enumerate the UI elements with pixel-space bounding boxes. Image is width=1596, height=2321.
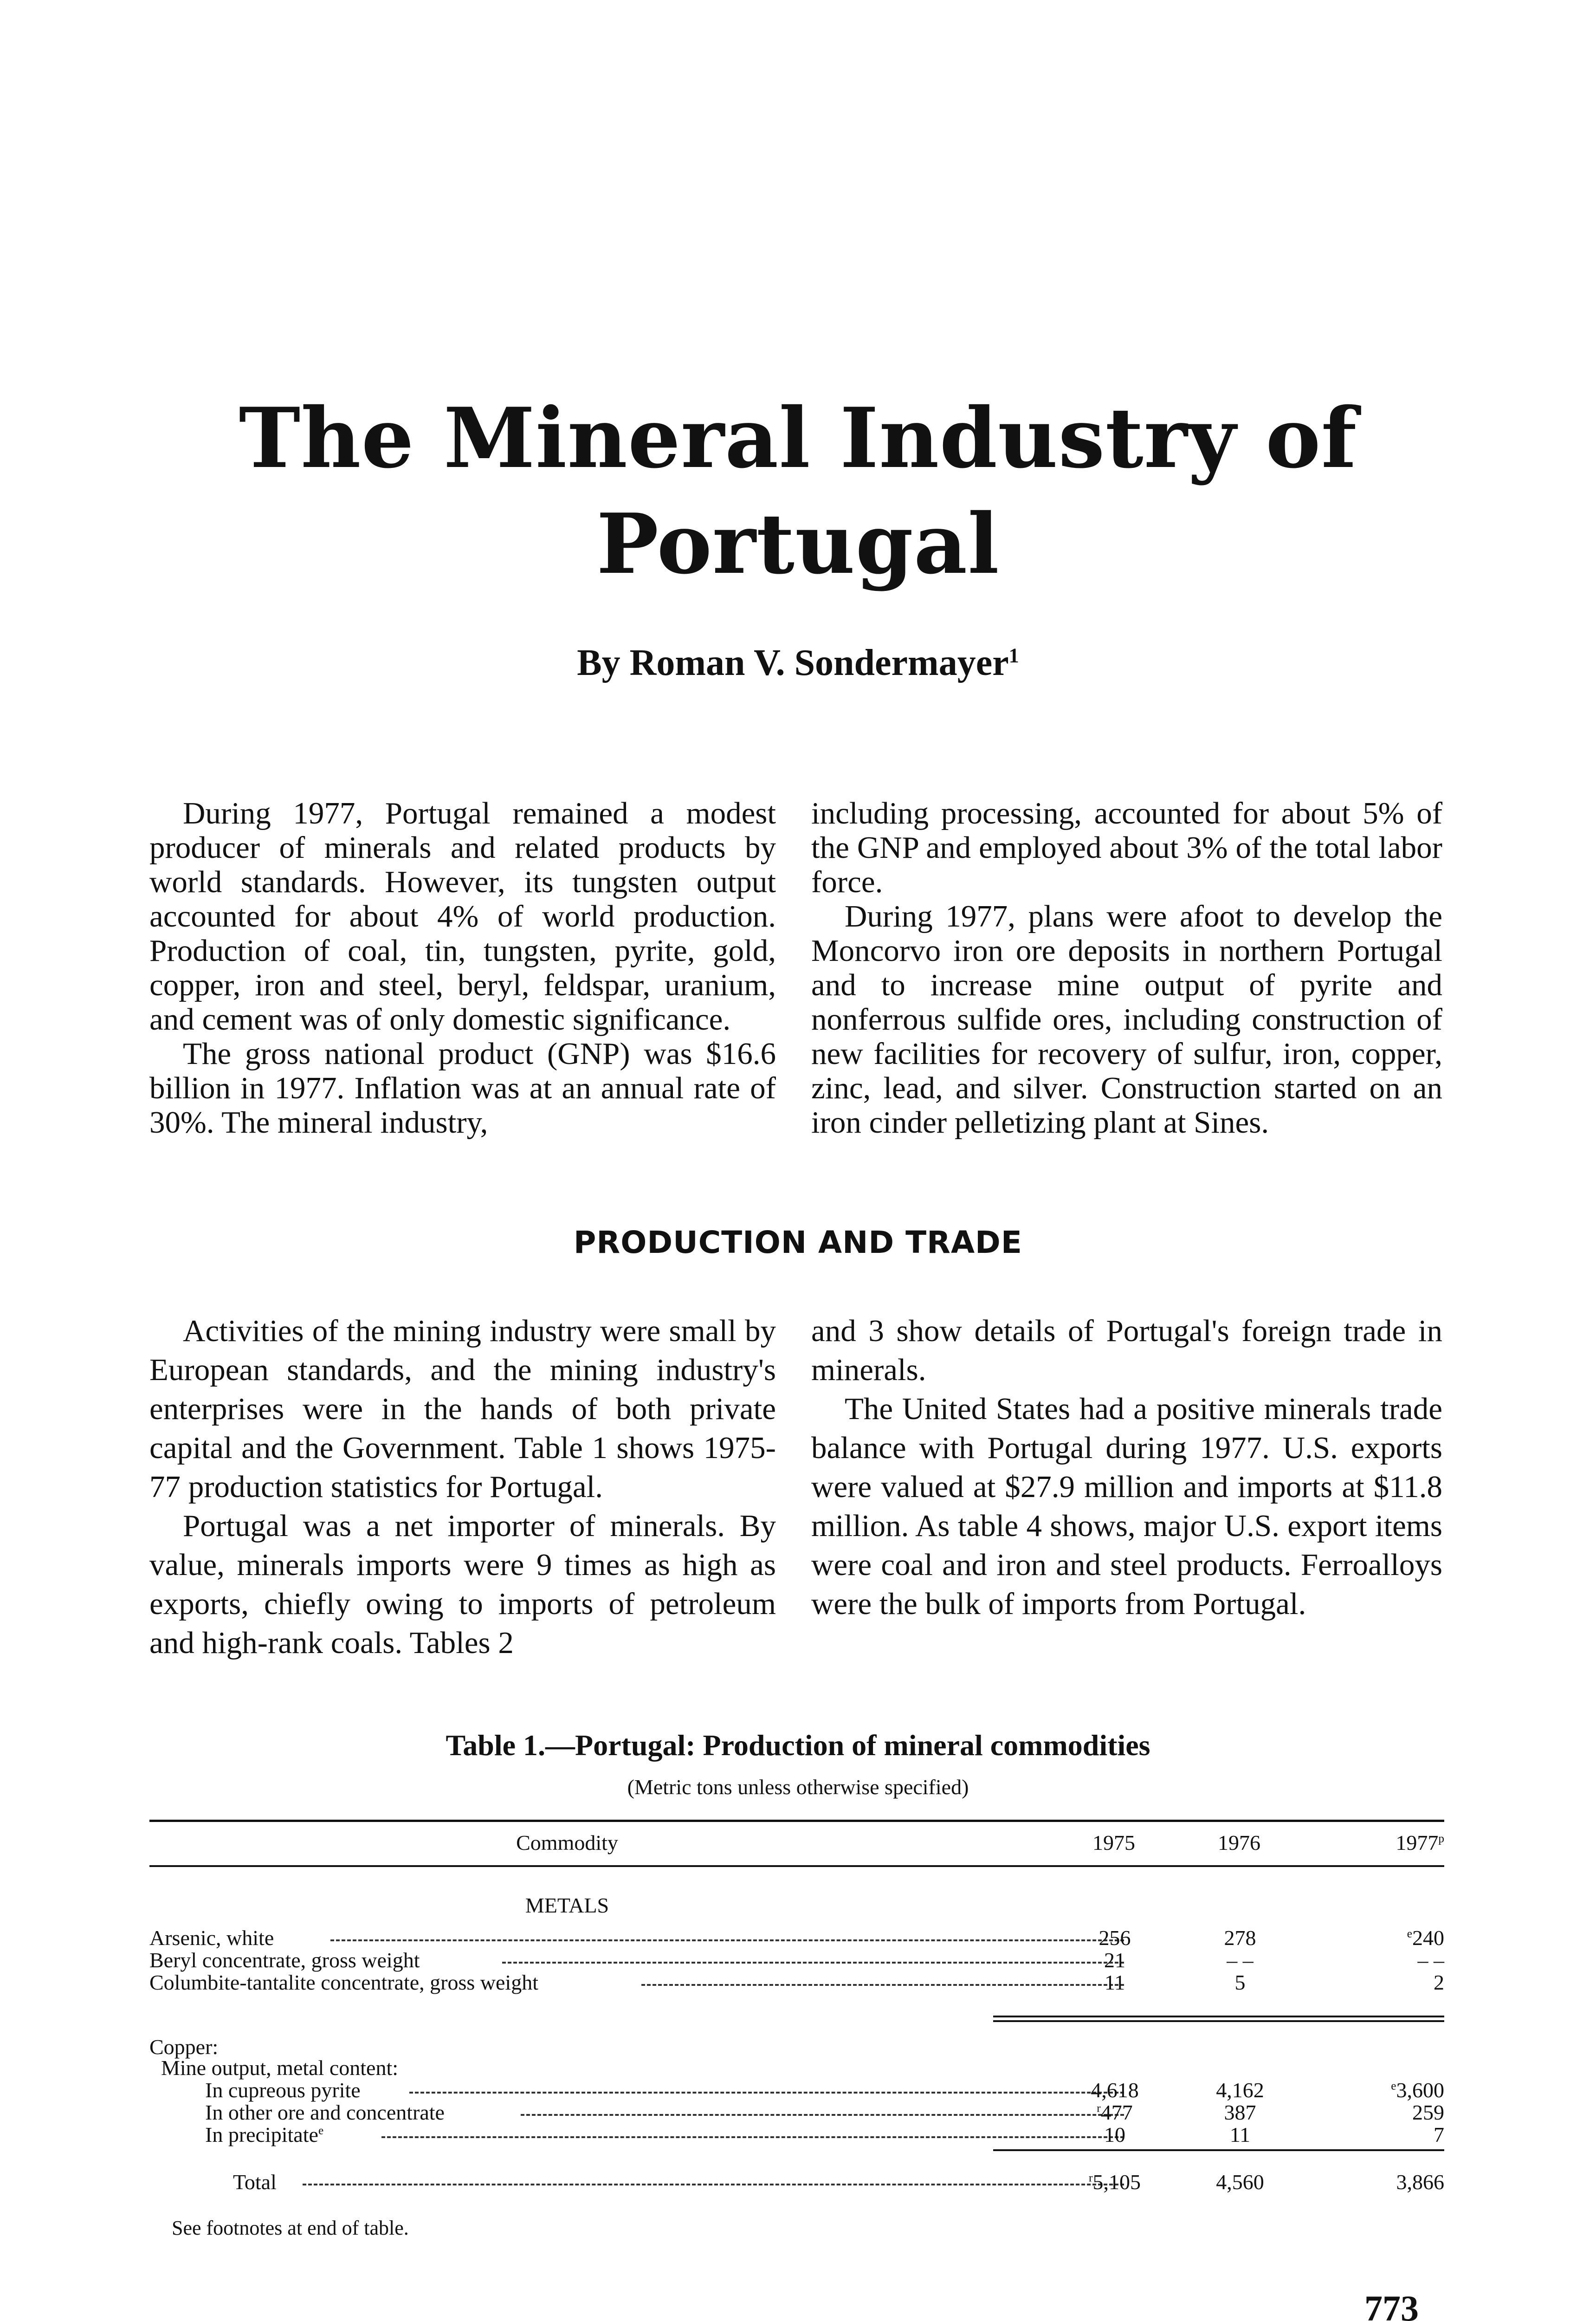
- revised-marker: r: [1097, 2101, 1101, 2115]
- value-1976: 11: [1229, 2123, 1251, 2146]
- value-1976: 4,162: [1216, 2078, 1264, 2102]
- value-1977-number: 240: [1412, 1926, 1444, 1950]
- value-1975: 11: [1104, 1971, 1125, 1994]
- row-label: Total: [233, 2170, 277, 2194]
- value-1976: 387: [1224, 2101, 1256, 2124]
- row-label: In cupreous pyrite: [205, 2078, 361, 2102]
- title-line-2: Portugal: [596, 495, 1000, 592]
- leader-dashes: [502, 1962, 1124, 1964]
- column-header-commodity: Commodity: [516, 1831, 618, 1854]
- estimate-marker: e: [1407, 1927, 1412, 1940]
- value-1976: 4,560: [1216, 2170, 1264, 2194]
- value-1975: 21: [1104, 1948, 1125, 1972]
- value-1976: – –: [1227, 1948, 1254, 1972]
- table-row: [149, 1971, 1444, 1994]
- value-1977: 2: [1434, 1971, 1444, 1994]
- intro-right-column: [811, 796, 1442, 1140]
- byline: [0, 640, 1596, 686]
- value-1976: 5: [1234, 1971, 1246, 1994]
- value-1977: [1305, 1926, 1444, 1950]
- intro-paragraph: During 1977, plans were afoot to develop the Moncorvo iron ore deposits in northern Portugal and to increase mine output of pyrite and nonferrous sulfide ores, including construction of new facilities for recovery of sulfur, iron, copper, zinc, lead, and silver. Construction started on an iron cinder pelletizing plant at Sines.: [811, 899, 1442, 1140]
- table-title: Table 1.—Portugal: Production of mineral commodities: [446, 1729, 1150, 1762]
- leader-dashes: [381, 2136, 1124, 2138]
- row-label: In other ore and concentrate: [205, 2101, 445, 2124]
- row-label: Copper:: [149, 2035, 219, 2059]
- preliminary-marker: p: [1438, 1832, 1444, 1845]
- value-1977: 259: [1412, 2101, 1444, 2124]
- body-paragraph: Portugal was a net importer of minerals. By value, minerals imports were 9 times as high as exports, chiefly owing to imports of petroleum and high-rank coals. Tables 2: [149, 1509, 776, 1660]
- row-label-text: In precipitate: [205, 2123, 318, 2146]
- section-rule: [993, 2020, 1444, 2022]
- table-row: [149, 2036, 1444, 2059]
- value-1975-number: 477: [1100, 2101, 1133, 2124]
- estimate-marker: e: [318, 2124, 324, 2137]
- revised-marker: r: [1089, 2171, 1093, 2185]
- body-paragraph: The United States had a positive minerals trade balance with Portugal during 1977. U.S. exports were valued at $27.9 million and imports at $11.8 million. As table 4 shows, major U.S. export items were coal and iron and steel products. Ferroalloys were the bulk of imports from Portugal.: [811, 1392, 1442, 1621]
- production-left-column: [149, 1311, 776, 1662]
- body-paragraph: Activities of the mining industry were small by European standards, and the mining industry's enterprises were in the hands of both private capital and the Government. Table 1 shows 1975-77 production statistics for Portugal.: [149, 1314, 776, 1504]
- column-header-1975: 1975: [1092, 1831, 1135, 1854]
- value-1975: [1054, 2101, 1175, 2124]
- section-heading: PRODUCTION AND TRADE: [574, 1225, 1022, 1260]
- leader-dashes: [330, 1939, 1124, 1941]
- leader-dashes: [303, 2184, 1124, 2185]
- intro-paragraph: including processing, accounted for about 5% of the GNP and employed about 3% of the total labor force.: [811, 796, 1442, 899]
- column-header-1977: [1309, 1829, 1444, 1857]
- article-title: [0, 385, 1596, 597]
- table-footnote: See footnotes at end of table.: [172, 2217, 409, 2239]
- intro-left-column: [149, 796, 776, 1140]
- value-1976: 278: [1224, 1926, 1256, 1950]
- table-row: [149, 2101, 1444, 2124]
- table-row-total: [149, 2171, 1444, 2194]
- table-top-rule: [149, 1820, 1444, 1822]
- leader-dashes: [521, 2114, 1124, 2116]
- value-1977: – –: [1417, 1948, 1444, 1972]
- author-name: By Roman V. Sondermayer: [577, 642, 1009, 683]
- row-label: Columbite-tantalite concentrate, gross weight: [149, 1971, 538, 1994]
- table-row: [149, 2123, 1444, 2146]
- value-1975-number: 5,105: [1092, 2170, 1141, 2194]
- leader-dashes: [409, 2092, 1124, 2094]
- title-line-1: The Mineral Industry of: [239, 389, 1357, 486]
- table-row: [149, 1926, 1444, 1950]
- table-row: [149, 2056, 1444, 2080]
- row-label: Arsenic, white: [149, 1926, 274, 1950]
- estimate-marker: e: [1391, 2079, 1396, 2093]
- row-label: Mine output, metal content:: [161, 2056, 399, 2080]
- production-right-column: [811, 1311, 1442, 1623]
- value-1977: 3,866: [1396, 2170, 1444, 2194]
- value-1977: [1305, 2079, 1444, 2102]
- value-1977-number: 3,600: [1396, 2078, 1444, 2102]
- total-rule: [993, 2149, 1444, 2151]
- leader-dashes: [641, 1984, 1124, 1986]
- table-row: [149, 1949, 1444, 1972]
- byline-footnote-marker: 1: [1008, 644, 1019, 667]
- intro-paragraph: During 1977, Portugal remained a modest producer of minerals and related products by world standards. However, its tungsten output accounted for about 4% of world production. Production of coal, tin, tungsten, pyrite, gold, copper, iron and steel, beryl, feldspar, uranium, and cement was of only domestic significance.: [149, 796, 776, 1037]
- column-header-1976: 1976: [1218, 1831, 1260, 1854]
- value-1977: 7: [1434, 2123, 1444, 2146]
- row-label: Beryl concentrate, gross weight: [149, 1948, 420, 1972]
- value-1975: [1054, 2171, 1175, 2194]
- intro-paragraph: The gross national product (GNP) was $16.6 billion in 1977. Inflation was at an annual rate of 30%. The mineral industry,: [149, 1037, 776, 1140]
- value-1975: 10: [1104, 2123, 1125, 2146]
- row-label: [205, 2123, 323, 2146]
- value-1975: 256: [1098, 1926, 1131, 1950]
- value-1975: 4,618: [1091, 2078, 1139, 2102]
- column-header-1977-value: 1977: [1396, 1831, 1439, 1854]
- section-rule: [993, 2016, 1444, 2017]
- table-group-heading: METALS: [525, 1893, 609, 1917]
- table-header-rule: [149, 1865, 1444, 1867]
- table-row: [149, 2079, 1444, 2102]
- page-number: 773: [1364, 2288, 1419, 2321]
- table-subtitle: (Metric tons unless otherwise specified): [627, 1775, 969, 1799]
- body-paragraph: and 3 show details of Portugal's foreign trade in minerals.: [811, 1314, 1442, 1387]
